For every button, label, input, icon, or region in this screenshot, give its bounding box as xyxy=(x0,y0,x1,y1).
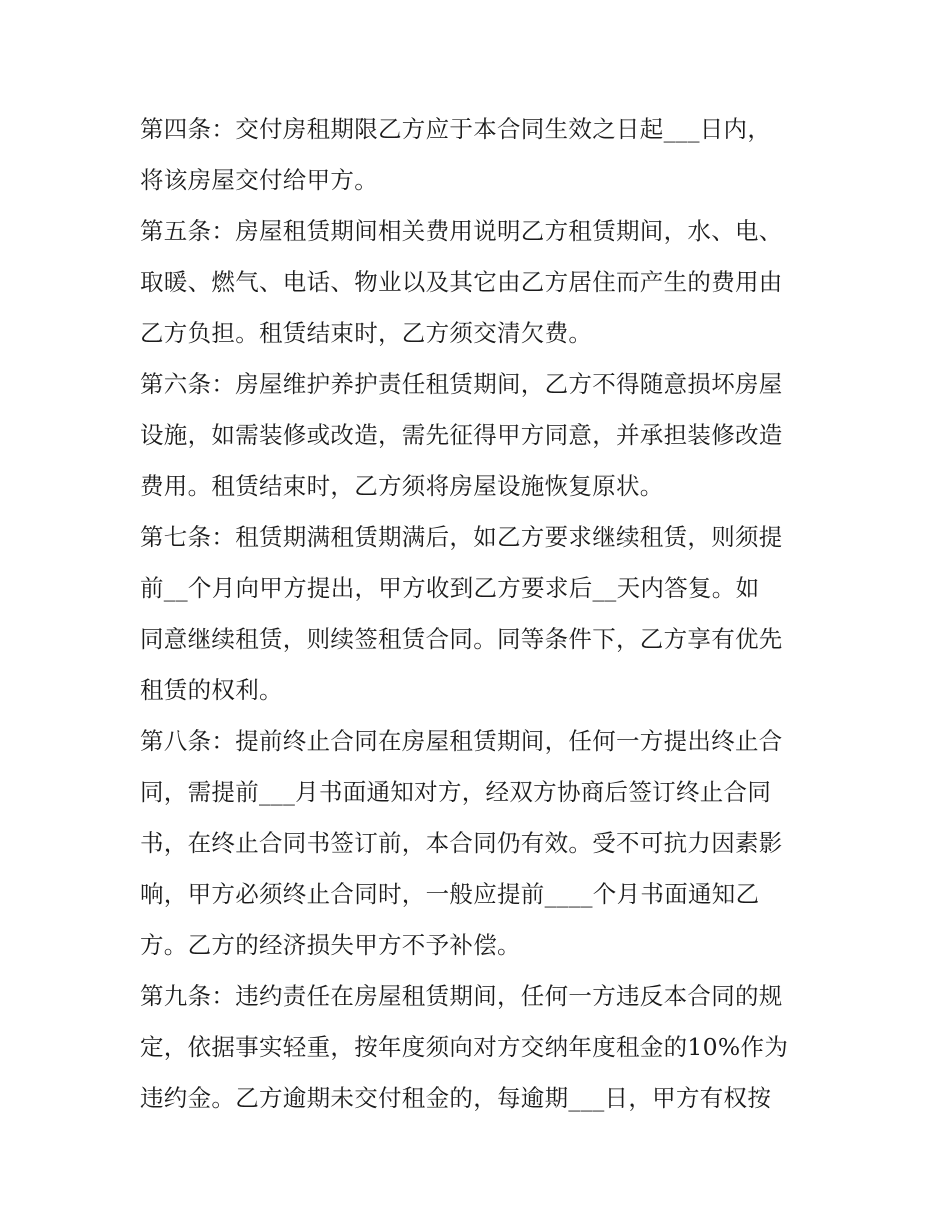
text-line: 设施，如需装修或改造，需先征得甲方同意，并承担装修改造 xyxy=(140,421,783,449)
text-line: 书，在终止合同书签订前，本合同仍有效。受不可抗力因素影 xyxy=(140,829,783,857)
text-line: 响，甲方必须终止合同时，一般应提前____个月书面通知乙 xyxy=(140,880,760,908)
text-line: 前__个月向甲方提出，甲方收到乙方要求后__天内答复。如 xyxy=(140,574,760,602)
text-line: 第五条：房屋租赁期间相关费用说明乙方租赁期间，水、电、 xyxy=(140,217,783,245)
text-line: 第七条：租赁期满租赁期满后，如乙方要求继续租赁，则须提 xyxy=(140,523,783,551)
contract-body xyxy=(140,104,820,1124)
text-line: 第六条：房屋维护养护责任租赁期间，乙方不得随意损坏房屋 xyxy=(140,370,783,398)
text-line: 将该房屋交付给甲方。 xyxy=(140,166,378,194)
text-line: 同，需提前___月书面通知对方，经双方协商后签订终止合同 xyxy=(140,778,772,806)
text-line: 第九条：违约责任在房屋租赁期间，任何一方违反本合同的规 xyxy=(140,982,783,1010)
text-line: 租赁的权利。 xyxy=(140,676,283,704)
text-line: 第四条：交付房租期限乙方应于本合同生效之日起___日内， xyxy=(140,115,772,143)
text-line: 同意继续租赁，则续签租赁合同。同等条件下，乙方享有优先 xyxy=(140,625,783,653)
text-line: 第八条：提前终止合同在房屋租赁期间，任何一方提出终止合 xyxy=(140,727,783,755)
text-line: 费用。租赁结束时，乙方须将房屋设施恢复原状。 xyxy=(140,472,664,500)
text-line: 乙方负担。租赁结束时，乙方须交清欠费。 xyxy=(140,319,593,347)
text-line: 定，依据事实轻重，按年度须向对方交纳年度租金的10%作为 xyxy=(140,1033,789,1061)
text-line: 违约金。乙方逾期未交付租金的，每逾期___日，甲方有权按 xyxy=(140,1084,772,1112)
text-line: 取暖、燃气、电话、物业以及其它由乙方居住而产生的费用由 xyxy=(140,268,783,296)
text-line: 方。乙方的经济损失甲方不予补偿。 xyxy=(140,931,521,959)
